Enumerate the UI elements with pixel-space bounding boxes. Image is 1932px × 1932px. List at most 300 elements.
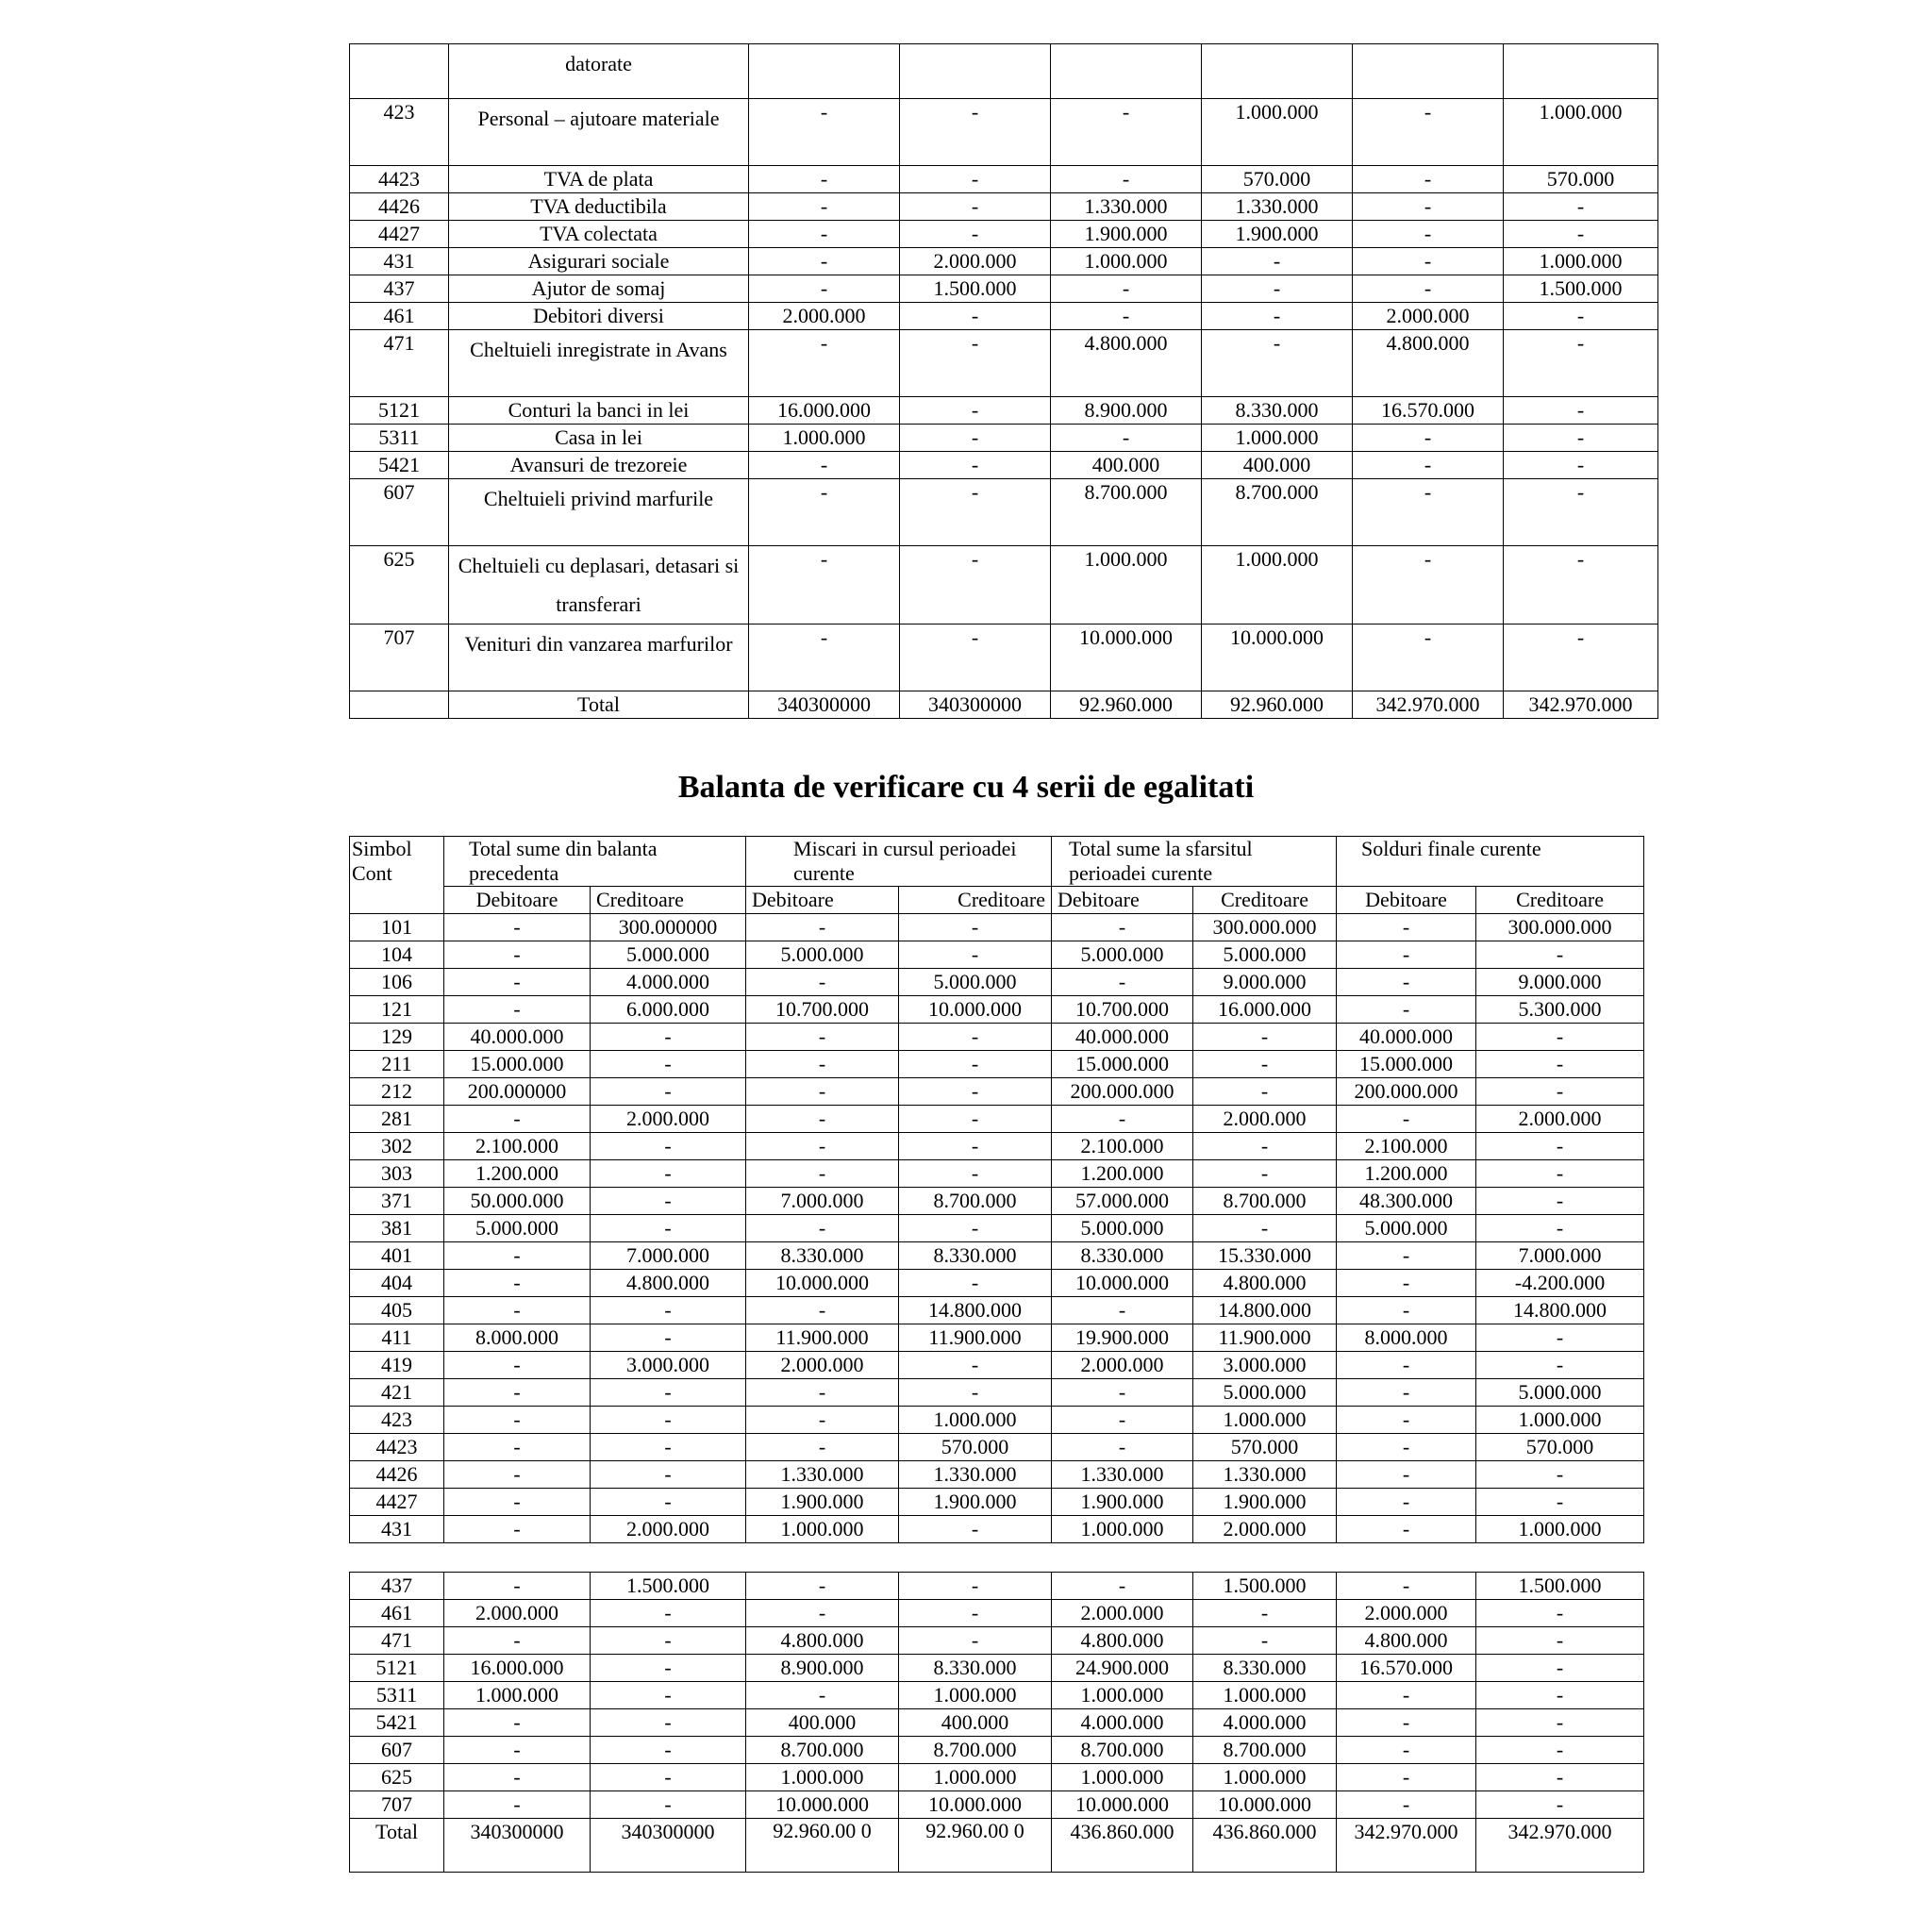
amount-cell: 1.000.000 [1052,1764,1193,1791]
amount-cell: - [1202,330,1353,397]
amount-cell: - [1193,1133,1337,1160]
amount-cell: 1.000.000 [746,1764,899,1791]
amount-cell: 4.800.000 [1337,1627,1476,1655]
group-header-total-sfarsit: Total sume la sfarsitul perioadei curente [1052,837,1337,887]
amount-cell: 5.000.000 [1052,941,1193,969]
account-code: 437 [350,275,449,303]
balance-row [350,1655,1644,1682]
account-name: Conturi la banci in lei [449,397,749,425]
amount-cell: - [591,1709,746,1737]
amount-cell: 340300000 [444,1819,591,1873]
amount-cell: 1.500.000 [900,275,1051,303]
account-row [350,425,1658,452]
account-name: TVA colectata [449,221,749,248]
account-name: datorate [449,44,749,99]
amount-cell: 4.800.000 [1052,1627,1193,1655]
account-row [350,99,1658,166]
amount-cell: 15.000.000 [1337,1051,1476,1078]
amount-cell: - [1476,1489,1644,1516]
amount-cell: - [1337,996,1476,1024]
amount-cell: - [1202,275,1353,303]
amount-cell: 340300000 [900,691,1051,719]
amount-cell: 2.000.000 [1476,1106,1644,1133]
balance-row [350,1407,1644,1434]
balance-row [350,1573,1644,1600]
simbol-cont: 5311 [350,1682,444,1709]
amount-cell: 7.000.000 [746,1188,899,1215]
amount-cell: - [444,1573,591,1600]
amount-cell: - [444,1352,591,1379]
amount-cell: - [900,625,1051,691]
amount-cell: - [749,546,900,625]
amount-cell: 1.000.000 [1052,1516,1193,1543]
amount-cell: - [900,479,1051,546]
amount-cell: - [1052,914,1193,941]
amount-cell: - [1337,1461,1476,1489]
amount-cell: 200.000000 [444,1078,591,1106]
amount-cell: 300.000.000 [1476,914,1644,941]
amount-cell: - [746,1297,899,1324]
amount-cell: 10.000.000 [1202,625,1353,691]
amount-cell: - [1504,452,1658,479]
amount-cell: - [746,1024,899,1051]
amount-cell: - [1476,1352,1644,1379]
amount-cell: - [899,1600,1052,1627]
amount-cell: - [444,1489,591,1516]
amount-cell: - [1051,166,1202,193]
amount-cell: - [591,1324,746,1352]
amount-cell: - [1476,1709,1644,1737]
amount-cell: - [444,1407,591,1434]
amount-cell: 10.700.000 [746,996,899,1024]
amount-cell: 1.330.000 [746,1461,899,1489]
simbol-cont: 437 [350,1573,444,1600]
sub-header: Creditoare [591,887,746,914]
amount-cell: - [899,941,1052,969]
amount-cell: 48.300.000 [1337,1188,1476,1215]
amount-cell: - [1476,1627,1644,1655]
amount-cell: - [1476,1461,1644,1489]
simbol-cont: 4427 [350,1489,444,1516]
account-name: Asigurari sociale [449,248,749,275]
amount-cell: - [591,1489,746,1516]
amount-cell: 342.970.000 [1476,1819,1644,1873]
amount-cell: - [1353,248,1504,275]
amount-cell: 16.570.000 [1337,1655,1476,1682]
amount-cell: - [1476,1215,1644,1242]
simbol-cont: 5121 [350,1655,444,1682]
amount-cell: 92.960.000 [1051,691,1202,719]
amount-cell: - [899,1379,1052,1407]
account-name: Total [449,691,749,719]
amount-cell: - [1193,1160,1337,1188]
amount-cell: 11.900.000 [746,1324,899,1352]
amount-cell: - [1504,193,1658,221]
amount-cell: - [1337,1434,1476,1461]
amount-cell: - [444,1434,591,1461]
amount-cell: 5.000.000 [1193,941,1337,969]
account-code: 431 [350,248,449,275]
balance-row [350,1051,1644,1078]
account-row [350,397,1658,425]
amount-cell: - [1476,1655,1644,1682]
amount-cell: 570.000 [899,1434,1052,1461]
amount-cell: - [591,1600,746,1627]
amount-cell: - [1193,1078,1337,1106]
amount-cell: 1.000.000 [1193,1764,1337,1791]
balance-row [350,1188,1644,1215]
amount-cell: - [591,1655,746,1682]
balance-row [350,1434,1644,1461]
balance-row [350,1352,1644,1379]
account-name: Cheltuieli inregistrate in Avans [449,330,749,397]
amount-cell: 2.000.000 [1052,1352,1193,1379]
amount-cell: - [899,1133,1052,1160]
amount-cell: 10.000.000 [1052,1270,1193,1297]
amount-cell: 4.000.000 [591,969,746,996]
amount-cell: 14.800.000 [1476,1297,1644,1324]
account-row [350,330,1658,397]
account-row [350,193,1658,221]
amount-cell: 8.700.000 [1051,479,1202,546]
amount-cell: - [1337,1573,1476,1600]
amount-cell: - [444,1791,591,1819]
simbol-cont: 302 [350,1133,444,1160]
amount-cell: 570.000 [1193,1434,1337,1461]
amount-cell: 8.700.000 [1193,1188,1337,1215]
amount-cell: 2.000.000 [746,1352,899,1379]
amount-cell: - [1504,330,1658,397]
balance-row [350,1682,1644,1709]
amount-cell: - [749,275,900,303]
amount-cell [900,44,1051,99]
account-code [350,691,449,719]
amount-cell: - [444,1461,591,1489]
amount-cell: - [899,1051,1052,1078]
amount-cell: 340300000 [749,691,900,719]
amount-cell: - [444,941,591,969]
balance-row [350,1270,1644,1297]
amount-cell: 400.000 [746,1709,899,1737]
amount-cell: - [900,425,1051,452]
account-code: 471 [350,330,449,397]
amount-cell: - [591,1407,746,1434]
simbol-cont: 401 [350,1242,444,1270]
sub-header: Debitoare [444,887,591,914]
amount-cell: - [1504,221,1658,248]
amount-cell: 8.900.000 [1051,397,1202,425]
amount-cell: 40.000.000 [444,1024,591,1051]
amount-cell: - [444,1709,591,1737]
amount-cell: - [591,1627,746,1655]
amount-cell: 1.000.000 [899,1764,1052,1791]
amount-cell: - [1337,1106,1476,1133]
account-name: Debitori diversi [449,303,749,330]
amount-cell: 1.000.000 [746,1516,899,1543]
amount-cell: - [1353,479,1504,546]
amount-cell: - [1337,1791,1476,1819]
amount-cell: 1.330.000 [1051,193,1202,221]
simbol-cont: 707 [350,1791,444,1819]
amount-cell: - [1337,969,1476,996]
simbol-cont: 211 [350,1051,444,1078]
amount-cell: 8.330.000 [899,1242,1052,1270]
amount-cell: 8.700.000 [1193,1737,1337,1764]
simbol-cont: 381 [350,1215,444,1242]
amount-cell: 15.330.000 [1193,1242,1337,1270]
amount-cell: - [591,1682,746,1709]
amount-cell: 340300000 [591,1819,746,1873]
amount-cell: 24.900.000 [1052,1655,1193,1682]
amount-cell: 342.970.000 [1504,691,1658,719]
balance-row [350,1106,1644,1133]
amount-cell: - [444,1379,591,1407]
amount-cell: - [746,1133,899,1160]
amount-cell: 1.000.000 [1504,248,1658,275]
amount-cell: 5.000.000 [746,941,899,969]
amount-cell: 300.000.000 [1193,914,1337,941]
balance-row [350,1627,1644,1655]
balance-table-continued [349,1572,1644,1873]
amount-cell: 10.000.000 [746,1270,899,1297]
balance-row [350,941,1644,969]
amount-cell: 1.900.000 [1193,1489,1337,1516]
amount-cell: 1.000.000 [1193,1407,1337,1434]
amount-cell: 4.800.000 [1353,330,1504,397]
amount-cell: 2.100.000 [1052,1133,1193,1160]
amount-cell: - [444,996,591,1024]
simbol-cont: 421 [350,1379,444,1407]
amount-cell: - [900,452,1051,479]
amount-cell: - [1052,1434,1193,1461]
amount-cell: - [1337,1297,1476,1324]
amount-cell: 10.000.000 [899,996,1052,1024]
account-code: 5311 [350,425,449,452]
simbol-cont: 625 [350,1764,444,1791]
amount-cell: 1.900.000 [899,1489,1052,1516]
amount-cell: - [746,1160,899,1188]
amount-cell: - [1476,1764,1644,1791]
amount-cell: - [591,1024,746,1051]
amount-cell: 1.000.000 [899,1682,1052,1709]
amount-cell: 5.000.000 [1193,1379,1337,1407]
amount-cell: - [746,1682,899,1709]
balance-row [350,1764,1644,1791]
amount-cell: - [591,1791,746,1819]
amount-cell: - [749,625,900,691]
amount-cell: 1.000.000 [1051,546,1202,625]
sub-header: Creditoare [899,887,1052,914]
amount-cell: 2.000.000 [1337,1600,1476,1627]
amount-cell: - [1337,1489,1476,1516]
amount-cell: - [899,1627,1052,1655]
amount-cell: 1.200.000 [1052,1160,1193,1188]
amount-cell: - [444,1764,591,1791]
account-row [350,275,1658,303]
balance-header-row [350,837,1644,887]
balance-subheader-row [350,887,1644,914]
amount-cell: - [1476,1737,1644,1764]
amount-cell: 200.000.000 [1337,1078,1476,1106]
amount-cell: 57.000.000 [1052,1188,1193,1215]
amount-cell: - [1051,275,1202,303]
balance-row [350,1324,1644,1352]
amount-cell: - [1353,275,1504,303]
amount-cell: - [591,1461,746,1489]
amount-cell: 8.700.000 [1202,479,1353,546]
account-row [350,691,1658,719]
amount-cell: 1.900.000 [1202,221,1353,248]
amount-cell: - [746,1379,899,1407]
simbol-cont: 419 [350,1352,444,1379]
amount-cell: 1.330.000 [899,1461,1052,1489]
amount-cell [1202,44,1353,99]
account-code: 4427 [350,221,449,248]
amount-cell: 1.000.000 [1052,1682,1193,1709]
amount-cell: 15.000.000 [444,1051,591,1078]
amount-cell: 2.100.000 [444,1133,591,1160]
balance-table [349,836,1644,1543]
amount-cell: 8.330.000 [1052,1242,1193,1270]
amount-cell: 8.700.000 [899,1737,1052,1764]
amount-cell: - [1504,425,1658,452]
account-row [350,166,1658,193]
balance-row [350,1709,1644,1737]
balance-row [350,1461,1644,1489]
amount-cell: 570.000 [1202,166,1353,193]
amount-cell: - [899,1573,1052,1600]
amount-cell: - [746,1573,899,1600]
balance-row [350,1379,1644,1407]
balance-row [350,1489,1644,1516]
amount-cell: - [1353,452,1504,479]
amount-cell: - [1337,914,1476,941]
total-row [350,1819,1644,1873]
amount-cell: 342.970.000 [1353,691,1504,719]
sub-header: Debitoare [1337,887,1476,914]
amount-cell: - [899,914,1052,941]
amount-cell: - [1337,1682,1476,1709]
amount-cell: 9.000.000 [1193,969,1337,996]
amount-cell: 4.000.000 [1193,1709,1337,1737]
account-code: 5121 [350,397,449,425]
amount-cell: - [1052,1573,1193,1600]
amount-cell: 342.970.000 [1337,1819,1476,1873]
amount-cell [1353,44,1504,99]
amount-cell: 1.330.000 [1193,1461,1337,1489]
simbol-cont: 461 [350,1600,444,1627]
amount-cell: 2.000.000 [900,248,1051,275]
balance-row [350,1516,1644,1543]
amount-cell: 16.000.000 [749,397,900,425]
amount-cell: - [1337,1709,1476,1737]
simbol-cont: 471 [350,1627,444,1655]
amount-cell: - [1476,1600,1644,1627]
amount-cell: 1.000.000 [899,1407,1052,1434]
amount-cell: 436.860.000 [1193,1819,1337,1873]
account-code: 707 [350,625,449,691]
amount-cell: 10.000.000 [1193,1791,1337,1819]
amount-cell: - [444,1627,591,1655]
account-name: Ajutor de somaj [449,275,749,303]
amount-cell: - [1193,1600,1337,1627]
amount-cell: 1.000.000 [1202,546,1353,625]
amount-cell: 10.700.000 [1052,996,1193,1024]
amount-cell: 8.000.000 [444,1324,591,1352]
amount-cell: - [444,1242,591,1270]
amount-cell: - [591,1737,746,1764]
amount-cell: - [1193,1024,1337,1051]
amount-cell: - [1353,546,1504,625]
simbol-cont: 431 [350,1516,444,1543]
amount-cell: - [749,479,900,546]
amount-cell: 8.330.000 [899,1655,1052,1682]
amount-cell: - [900,397,1051,425]
amount-cell: - [1193,1215,1337,1242]
amount-cell: - [1193,1627,1337,1655]
balance-row [350,1737,1644,1764]
balance-row [350,996,1644,1024]
simbol-cont: 5421 [350,1709,444,1737]
amount-cell: - [746,1106,899,1133]
amount-cell: - [1504,546,1658,625]
amount-cell: 2.000.000 [591,1106,746,1133]
simbol-cont: 4423 [350,1434,444,1461]
amount-cell: - [444,1270,591,1297]
simbol-cont: 104 [350,941,444,969]
amount-cell: - [1476,1682,1644,1709]
simbol-cont: 106 [350,969,444,996]
amount-cell: 50.000.000 [444,1188,591,1215]
simbol-cont: 101 [350,914,444,941]
amount-cell: 4.800.000 [1193,1270,1337,1297]
account-row [350,479,1658,546]
amount-cell: 4.800.000 [591,1270,746,1297]
amount-cell: 400.000 [899,1709,1052,1737]
amount-cell: - [1353,166,1504,193]
amount-cell [749,44,900,99]
amount-cell: - [444,1106,591,1133]
simbol-cont: 423 [350,1407,444,1434]
amount-cell: - [1052,1379,1193,1407]
amount-cell: 2.000.000 [1193,1106,1337,1133]
amount-cell: - [1337,1737,1476,1764]
amount-cell: 5.000.000 [1476,1379,1644,1407]
account-name: Casa in lei [449,425,749,452]
amount-cell: - [1353,193,1504,221]
amount-cell: 2.000.000 [1052,1600,1193,1627]
amount-cell: 1.900.000 [1052,1489,1193,1516]
amount-cell: - [749,248,900,275]
account-row [350,303,1658,330]
amount-cell: 11.900.000 [1193,1324,1337,1352]
simbol-cont: Total [350,1819,444,1873]
amount-cell: 8.000.000 [1337,1324,1476,1352]
amount-cell: - [1476,1133,1644,1160]
amount-cell: 92.960.000 [1202,691,1353,719]
amount-cell: - [899,1352,1052,1379]
amount-cell: - [1476,1188,1644,1215]
amount-cell: - [900,221,1051,248]
balance-row [350,1297,1644,1324]
amount-cell: 7.000.000 [1476,1242,1644,1270]
amount-cell: - [1476,1051,1644,1078]
amount-cell [1504,44,1658,99]
amount-cell: 5.000.000 [1052,1215,1193,1242]
amount-cell: 9.000.000 [1476,969,1644,996]
amount-cell: - [1353,99,1504,166]
amount-cell: - [899,1160,1052,1188]
